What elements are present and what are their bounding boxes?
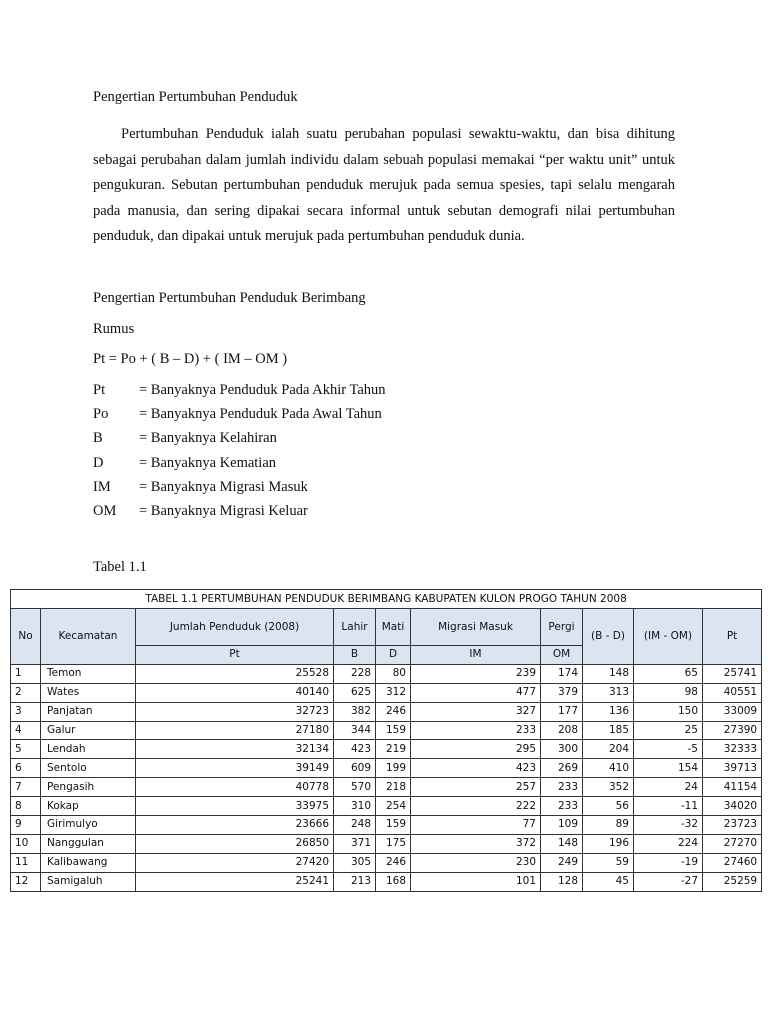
header-lahir: Lahir	[334, 609, 376, 646]
cell-pt-final: 39713	[703, 759, 762, 778]
subheader-b: B	[334, 646, 376, 665]
cell-no: 12	[11, 872, 41, 891]
cell-pt-2008: 39149	[136, 759, 334, 778]
cell-pergi: 249	[541, 853, 583, 872]
cell-pergi: 269	[541, 759, 583, 778]
subheader-pt: Pt	[136, 646, 334, 665]
cell-pt-final: 34020	[703, 797, 762, 816]
section-heading-pertumbuhan: Pengertian Pertumbuhan Penduduk	[93, 89, 298, 105]
cell-no: 9	[11, 816, 41, 835]
cell-pt-final: 32333	[703, 740, 762, 759]
table-row	[11, 740, 762, 759]
table-row	[11, 683, 762, 702]
paragraph-text: Pertumbuhan Penduduk ialah suatu perubahan populasi sewaktu-waktu, dan bisa dihitung sebagai perubahan dalam jumlah individu dalam sebuah populasi memakai “per waktu unit” untuk pengukuran. Sebutan pertumbuhan penduduk merujuk pada semua spesies, tapi selalu mengarah pada manusia, dan sering dipakai secara informal untuk sebutan demografi nilai pertumbuhan penduduk, dan dipakai untuk merujuk pada pertumbuhan penduduk dunia.	[93, 126, 675, 244]
header-mati: Mati	[376, 609, 411, 646]
cell-kecamatan: Girimulyo	[41, 816, 136, 835]
header-jumlah-penduduk: Jumlah Penduduk (2008)	[136, 609, 334, 646]
cell-no: 6	[11, 759, 41, 778]
cell-pt-2008: 40140	[136, 683, 334, 702]
cell-pt-2008: 40778	[136, 778, 334, 797]
cell-migrasi-masuk: 477	[411, 683, 541, 702]
header-pt-final: Pt	[703, 609, 762, 665]
cell-im-minus-om: 98	[634, 683, 703, 702]
definition-symbol: D	[93, 454, 104, 471]
cell-lahir: 625	[334, 683, 376, 702]
cell-kecamatan: Panjatan	[41, 702, 136, 721]
definition-symbol: IM	[93, 478, 111, 495]
cell-kecamatan: Wates	[41, 683, 136, 702]
cell-im-minus-om: -5	[634, 740, 703, 759]
header-kecamatan: Kecamatan	[41, 609, 136, 665]
cell-b-minus-d: 148	[583, 664, 634, 683]
cell-no: 2	[11, 683, 41, 702]
table-row	[11, 778, 762, 797]
cell-no: 4	[11, 721, 41, 740]
table-row	[11, 797, 762, 816]
cell-b-minus-d: 56	[583, 797, 634, 816]
cell-migrasi-masuk: 101	[411, 872, 541, 891]
cell-pt-final: 40551	[703, 683, 762, 702]
cell-b-minus-d: 352	[583, 778, 634, 797]
cell-lahir: 228	[334, 664, 376, 683]
table-row	[11, 834, 762, 853]
cell-im-minus-om: 154	[634, 759, 703, 778]
cell-pt-2008: 32134	[136, 740, 334, 759]
cell-im-minus-om: 224	[634, 834, 703, 853]
cell-im-minus-om: -11	[634, 797, 703, 816]
definition-description: = Banyaknya Penduduk Pada Awal Tahun	[139, 406, 382, 423]
header-pergi: Pergi	[541, 609, 583, 646]
cell-pergi: 208	[541, 721, 583, 740]
cell-b-minus-d: 313	[583, 683, 634, 702]
cell-kecamatan: Lendah	[41, 740, 136, 759]
definition-row	[93, 502, 386, 526]
cell-migrasi-masuk: 233	[411, 721, 541, 740]
cell-lahir: 371	[334, 834, 376, 853]
table-row	[11, 853, 762, 872]
cell-b-minus-d: 45	[583, 872, 634, 891]
subheader-im: IM	[411, 646, 541, 665]
table-row	[11, 664, 762, 683]
definition-row	[93, 429, 386, 453]
table-row	[11, 721, 762, 740]
cell-pt-2008: 23666	[136, 816, 334, 835]
definition-symbol: OM	[93, 502, 117, 519]
cell-pergi: 300	[541, 740, 583, 759]
cell-lahir: 310	[334, 797, 376, 816]
cell-pt-2008: 33975	[136, 797, 334, 816]
cell-mati: 218	[376, 778, 411, 797]
cell-im-minus-om: 25	[634, 721, 703, 740]
formula-text: Pt = Po + ( B – D) + ( IM – OM )	[93, 351, 288, 367]
cell-pt-2008: 25241	[136, 872, 334, 891]
cell-b-minus-d: 196	[583, 834, 634, 853]
cell-pt-final: 27270	[703, 834, 762, 853]
cell-no: 8	[11, 797, 41, 816]
cell-b-minus-d: 59	[583, 853, 634, 872]
cell-lahir: 248	[334, 816, 376, 835]
cell-pt-final: 33009	[703, 702, 762, 721]
cell-im-minus-om: -19	[634, 853, 703, 872]
cell-kecamatan: Sentolo	[41, 759, 136, 778]
definition-description: = Banyaknya Migrasi Keluar	[139, 502, 308, 519]
cell-b-minus-d: 89	[583, 816, 634, 835]
header-no: No	[11, 609, 41, 665]
cell-kecamatan: Kokap	[41, 797, 136, 816]
cell-pt-final: 25741	[703, 664, 762, 683]
cell-mati: 199	[376, 759, 411, 778]
definition-row	[93, 478, 386, 502]
cell-pt-final: 27390	[703, 721, 762, 740]
cell-mati: 219	[376, 740, 411, 759]
population-table-container	[10, 589, 761, 892]
cell-no: 7	[11, 778, 41, 797]
cell-no: 5	[11, 740, 41, 759]
table-row	[11, 702, 762, 721]
cell-migrasi-masuk: 423	[411, 759, 541, 778]
cell-mati: 312	[376, 683, 411, 702]
header-b-minus-d: (B - D)	[583, 609, 634, 665]
cell-no: 1	[11, 664, 41, 683]
cell-kecamatan: Nanggulan	[41, 834, 136, 853]
cell-migrasi-masuk: 327	[411, 702, 541, 721]
cell-im-minus-om: 65	[634, 664, 703, 683]
cell-migrasi-masuk: 372	[411, 834, 541, 853]
definition-description: = Banyaknya Kelahiran	[139, 430, 277, 447]
cell-b-minus-d: 136	[583, 702, 634, 721]
table-title: TABEL 1.1 PERTUMBUHAN PENDUDUK BERIMBANG KABUPATEN KULON PROGO TAHUN 2008	[11, 590, 762, 609]
cell-mati: 159	[376, 816, 411, 835]
definition-description: = Banyaknya Penduduk Pada Akhir Tahun	[139, 382, 386, 398]
cell-im-minus-om: 150	[634, 702, 703, 721]
cell-migrasi-masuk: 295	[411, 740, 541, 759]
cell-pt-final: 41154	[703, 778, 762, 797]
cell-migrasi-masuk: 257	[411, 778, 541, 797]
cell-pergi: 148	[541, 834, 583, 853]
table-caption: Tabel 1.1	[93, 559, 147, 575]
cell-kecamatan: Samigaluh	[41, 872, 136, 891]
cell-b-minus-d: 410	[583, 759, 634, 778]
cell-kecamatan: Kalibawang	[41, 853, 136, 872]
cell-pergi: 109	[541, 816, 583, 835]
cell-pergi: 174	[541, 664, 583, 683]
cell-kecamatan: Galur	[41, 721, 136, 740]
cell-mati: 254	[376, 797, 411, 816]
cell-lahir: 609	[334, 759, 376, 778]
definition-symbol: Po	[93, 406, 109, 423]
definition-symbol: Pt	[93, 382, 106, 398]
definition-row	[93, 454, 386, 478]
cell-b-minus-d: 204	[583, 740, 634, 759]
definition-row	[93, 381, 386, 405]
cell-mati: 175	[376, 834, 411, 853]
cell-mati: 168	[376, 872, 411, 891]
section-heading-berimbang: Pengertian Pertumbuhan Penduduk Berimbang	[93, 290, 366, 306]
cell-pt-2008: 27420	[136, 853, 334, 872]
cell-no: 3	[11, 702, 41, 721]
cell-lahir: 305	[334, 853, 376, 872]
subheader-d: D	[376, 646, 411, 665]
cell-migrasi-masuk: 77	[411, 816, 541, 835]
header-migrasi-masuk: Migrasi Masuk	[411, 609, 541, 646]
rumus-label: Rumus	[93, 321, 135, 337]
cell-no: 11	[11, 853, 41, 872]
table-row	[11, 872, 762, 891]
cell-pergi: 233	[541, 797, 583, 816]
cell-pt-final: 27460	[703, 853, 762, 872]
cell-lahir: 570	[334, 778, 376, 797]
cell-im-minus-om: -27	[634, 872, 703, 891]
cell-mati: 80	[376, 664, 411, 683]
cell-lahir: 423	[334, 740, 376, 759]
cell-pt-final: 25259	[703, 872, 762, 891]
cell-lahir: 344	[334, 721, 376, 740]
cell-no: 10	[11, 834, 41, 853]
cell-lahir: 382	[334, 702, 376, 721]
cell-pergi: 128	[541, 872, 583, 891]
definition-description: = Banyaknya Kematian	[139, 454, 277, 471]
definition-symbol: B	[93, 430, 103, 447]
cell-mati: 246	[376, 853, 411, 872]
paragraph-definition	[93, 122, 675, 250]
cell-pt-2008: 25528	[136, 664, 334, 683]
definitions-list	[93, 381, 386, 526]
cell-kecamatan: Temon	[41, 664, 136, 683]
cell-mati: 246	[376, 702, 411, 721]
cell-b-minus-d: 185	[583, 721, 634, 740]
table-body	[11, 664, 762, 891]
cell-migrasi-masuk: 222	[411, 797, 541, 816]
cell-mati: 159	[376, 721, 411, 740]
table-row	[11, 759, 762, 778]
header-im-minus-om: (IM - OM)	[634, 609, 703, 665]
cell-pt-2008: 32723	[136, 702, 334, 721]
definition-row	[93, 405, 386, 429]
population-table	[10, 589, 762, 892]
cell-pt-final: 23723	[703, 816, 762, 835]
cell-lahir: 213	[334, 872, 376, 891]
cell-im-minus-om: 24	[634, 778, 703, 797]
cell-kecamatan: Pengasih	[41, 778, 136, 797]
cell-pt-2008: 26850	[136, 834, 334, 853]
cell-pergi: 233	[541, 778, 583, 797]
subheader-om: OM	[541, 646, 583, 665]
cell-pt-2008: 27180	[136, 721, 334, 740]
cell-pergi: 177	[541, 702, 583, 721]
definition-description: = Banyaknya Migrasi Masuk	[139, 478, 308, 495]
table-row	[11, 816, 762, 835]
cell-im-minus-om: -32	[634, 816, 703, 835]
cell-migrasi-masuk: 239	[411, 664, 541, 683]
cell-migrasi-masuk: 230	[411, 853, 541, 872]
cell-pergi: 379	[541, 683, 583, 702]
